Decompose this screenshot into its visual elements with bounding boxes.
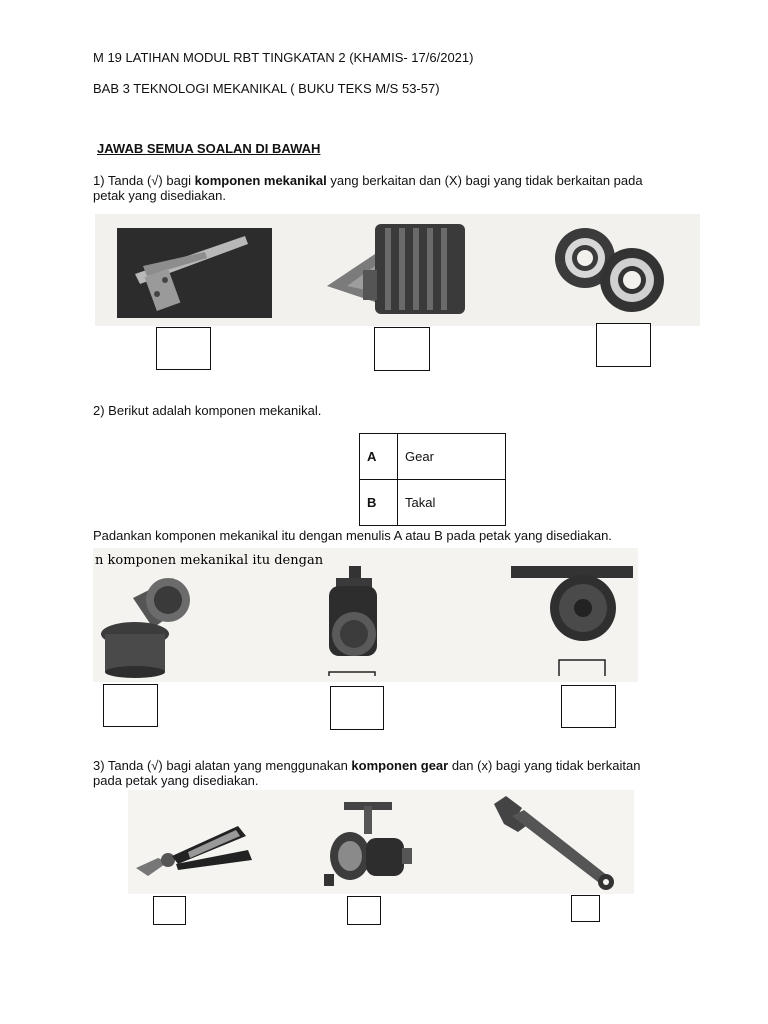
question-2-intro: 2) Berikut adalah komponen mekanikal. [93,403,322,418]
q3-answer-box-3[interactable] [571,895,600,922]
question-1-image-strip [95,214,700,326]
q1-answer-box-2[interactable] [374,327,430,371]
q1-answer-box-3[interactable] [596,323,651,367]
component-key-table [359,433,506,526]
question-3-text: 3) Tanda (√) bagi alatan yang menggunakan komponen gear dan (x) bagi yang tidak berkaitan pada petak yang disediakan. [93,758,641,788]
table-row [360,434,506,480]
question-3-image-strip [128,790,634,894]
q1-answer-box-1[interactable] [156,327,211,370]
table-row [360,480,506,526]
table-key: B [360,480,398,526]
q2-answer-box-2[interactable] [330,686,384,730]
table-value: Gear [398,434,506,480]
table-value: Takal [398,480,506,526]
worksheet-title: M 19 LATIHAN MODUL RBT TINGKATAN 2 (KHAMIS- 17/6/2021) [93,50,474,65]
instruction-heading: JAWAB SEMUA SOALAN DI BAWAH [97,141,321,156]
question-2-instruction: Padankan komponen mekanikal itu dengan menulis A atau B pada petak yang disediakan. [93,528,612,543]
caliper-photo [117,228,272,318]
table-key: A [360,434,398,480]
q3-answer-box-2[interactable] [347,896,381,925]
scan-header-text: n komponen mekanikal itu dengan [95,553,324,568]
question-2-image-strip [93,548,638,682]
q3-answer-box-1[interactable] [153,896,186,925]
q2-answer-box-1[interactable] [103,684,158,727]
q2-answer-box-3[interactable] [561,685,616,728]
chapter-title: BAB 3 TEKNOLOGI MEKANIKAL ( BUKU TEKS M/S 53-57) [93,81,440,96]
question-1-text: 1) Tanda (√) bagi komponen mekanikal yang berkaitan dan (X) bagi yang tidak berkaitan pada petak yang disediakan. [93,173,643,203]
